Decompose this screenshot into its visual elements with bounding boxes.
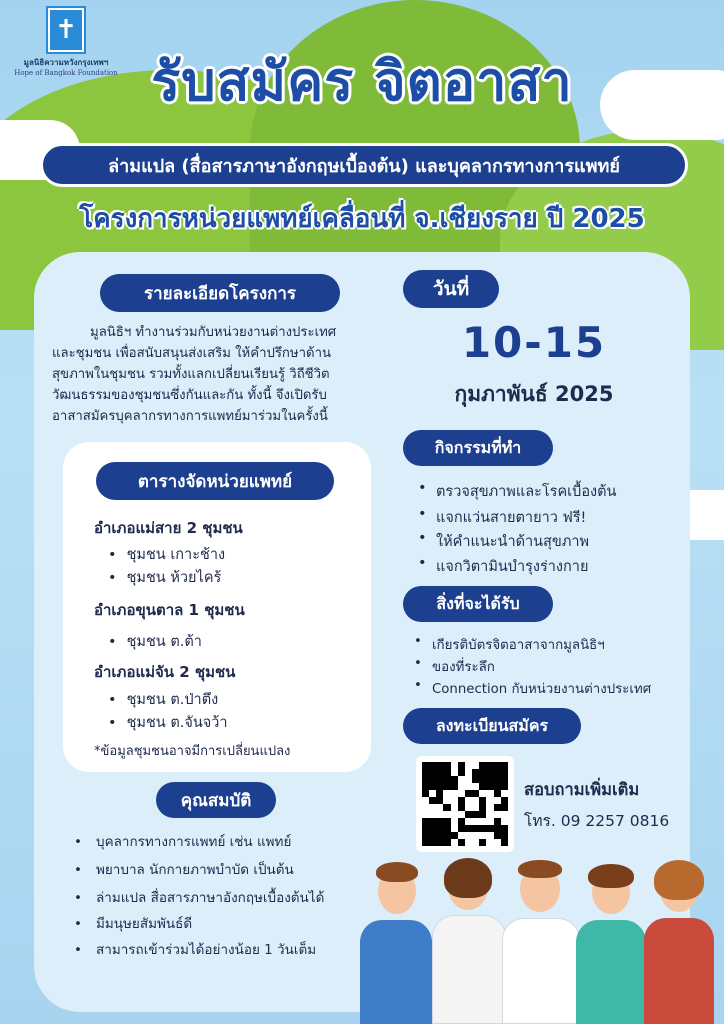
staff-figure bbox=[502, 918, 580, 1024]
activities-heading: กิจกรรมที่ทำ bbox=[403, 430, 553, 466]
staff-hair bbox=[654, 860, 704, 900]
subtitle-banner: ล่ามแปล (สื่อสารภาษาอังกฤษเบื้องต้น) และบุคลากรทางการแพทย์ bbox=[40, 143, 688, 187]
schedule-note: *ข้อมูลชุมชนอาจมีการเปลี่ยนแปลง bbox=[94, 744, 291, 759]
community-item: • ชุมชน ต.ต้า bbox=[108, 630, 202, 653]
staff-figure bbox=[576, 920, 646, 1024]
community-item: • ชุมชน ห้วยไคร้ bbox=[108, 566, 221, 589]
contact-title: สอบถามเพิ่มเติม bbox=[524, 780, 640, 799]
qualification-item: • มีมนุษยสัมพันธ์ดี bbox=[96, 914, 192, 934]
community-item: • ชุมชน ต.ป่าตึง bbox=[108, 688, 218, 711]
cross-book-icon: ✝ bbox=[48, 8, 84, 52]
staff-hair bbox=[588, 864, 634, 888]
logo-name-th: มูลนิธิความหวังกรุงเทพฯ bbox=[23, 58, 109, 67]
benefit-item: • ของที่ระลึก bbox=[432, 656, 495, 677]
qualification-item-cont: • พยาบาล นักกายภาพบำบัด เป็นต้น bbox=[96, 860, 294, 880]
community-item: • ชุมชน เกาะช้าง bbox=[108, 543, 225, 566]
benefit-item: • Connection กับหน่วยงานต่างประเทศ bbox=[432, 678, 651, 699]
district-mae-chan: อำเภอแม่จัน 2 ชุมชน bbox=[94, 663, 236, 681]
activity-item: • แจกแว่นสายตายาว ฟรี! bbox=[436, 506, 586, 529]
community-item: • ชุมชน ต.จันจว้า bbox=[108, 711, 228, 734]
district-mae-sai: อำเภอแม่สาย 2 ชุมชน bbox=[94, 519, 243, 537]
staff-hair bbox=[376, 862, 418, 882]
activity-item: • ให้คำแนะนำด้านสุขภาพ bbox=[436, 530, 589, 553]
staff-hair bbox=[444, 858, 492, 898]
qualifications-heading: คุณสมบัติ bbox=[156, 782, 276, 818]
staff-hair bbox=[518, 860, 562, 878]
staff-figure bbox=[360, 920, 432, 1024]
benefits-heading: สิ่งที่จะได้รับ bbox=[403, 586, 553, 622]
page-title: รับสมัคร จิตอาสา bbox=[151, 50, 573, 113]
qr-code-pattern bbox=[422, 762, 508, 846]
staff-figure bbox=[432, 915, 506, 1024]
qualification-item: • สามารถเข้าร่วมได้อย่างน้อย 1 วันเต็ม bbox=[96, 940, 316, 960]
schedule-heading: ตารางจัดหน่วยแพทย์ bbox=[96, 462, 334, 500]
details-line: และชุมชน เพื่อสนับสนุนส่งเสริม ให้คำปรึกษาด้าน bbox=[52, 346, 331, 361]
details-text bbox=[52, 322, 392, 427]
details-line: มูลนิธิฯ ทำงานร่วมกับหน่วยงานต่างประเทศ bbox=[90, 325, 337, 340]
contact-phone[interactable]: โทร. 09 2257 0816 bbox=[524, 812, 670, 830]
details-line: สุขภาพในชุมชน รวมทั้งแลกเปลี่ยนเรียนรู้ วิถีชีวิต bbox=[52, 367, 330, 382]
project-title: โครงการหน่วยแพทย์เคลื่อนที่ จ.เชียงราย ปี 2025 bbox=[79, 204, 645, 234]
details-line: วัฒนธรรมของชุมชนซึ่งกันและกัน ทั้งนี้ จึงเปิดรับ bbox=[52, 388, 327, 403]
benefit-item: • เกียรติบัตรจิตอาสาจากมูลนิธิฯ bbox=[432, 634, 605, 655]
activity-item: • ตรวจสุขภาพและโรคเบื้องต้น bbox=[436, 480, 616, 503]
registration-qr-code[interactable] bbox=[416, 756, 514, 852]
logo-name-en: Hope of Bangkok Foundation bbox=[14, 69, 118, 77]
staff-figure bbox=[644, 918, 714, 1024]
qualification-item: • บุคลากรทางการแพทย์ เช่น แพทย์ bbox=[96, 832, 291, 852]
details-heading: รายละเอียดโครงการ bbox=[100, 274, 340, 312]
date-month-year: กุมภาพันธ์ 2025 bbox=[454, 382, 614, 406]
register-heading: ลงทะเบียนสมัคร bbox=[403, 708, 581, 744]
activity-item: • แจกวิตามินบำรุงร่างกาย bbox=[436, 555, 588, 578]
district-khun-tan: อำเภอขุนตาล 1 ชุมชน bbox=[94, 601, 245, 619]
qualification-item: • ล่ามแปล สื่อสารภาษาอังกฤษเบื้องต้นได้ bbox=[96, 888, 324, 908]
details-line: อาสาสมัครบุคลากรทางการแพทย์มาร่วมในครั้งนี้ bbox=[52, 409, 328, 424]
date-heading: วันที่ bbox=[403, 270, 499, 308]
date-days: 10-15 bbox=[461, 318, 607, 367]
